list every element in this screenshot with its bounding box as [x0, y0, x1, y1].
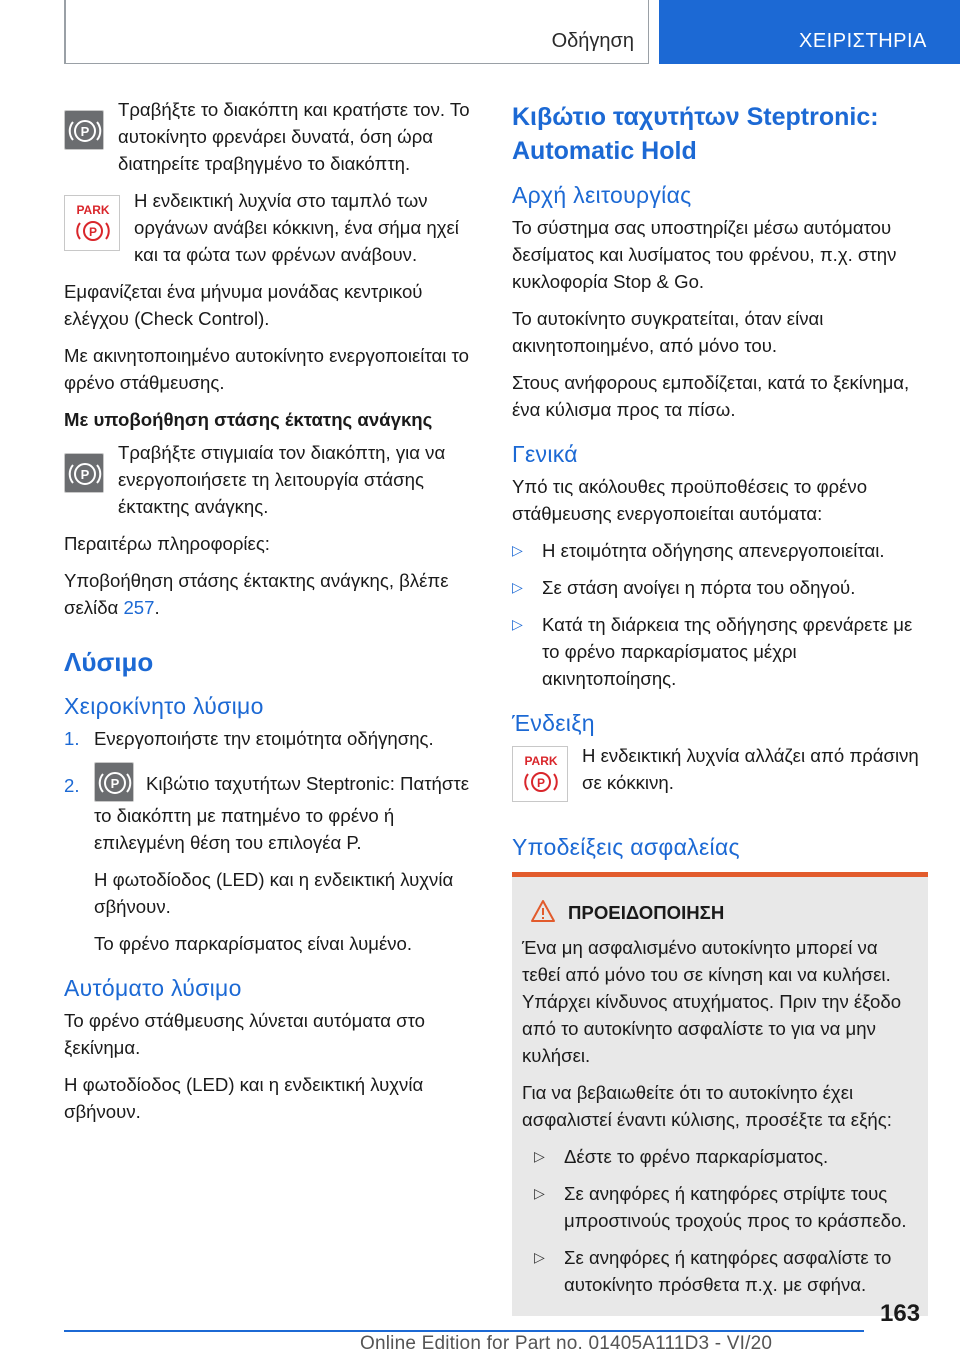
warning-triangle-icon [530, 899, 556, 923]
left-column [64, 96, 484, 1135]
indicator-paragraph [512, 742, 928, 822]
left-text-9: Η φωτοδίοδος (LED) και η ενδεικτική λυχνία σβήνουν. [64, 1074, 424, 1122]
left-text-3: Εμφανίζεται ένα μήνυμα μονάδας κεντρικού ελέγχου (Check Control). [64, 281, 423, 329]
footer-edition: Online Edition for Part no. 01405A111D3 - VI/20 [360, 1333, 773, 1354]
pull-switch-paragraph [64, 96, 484, 177]
list-item: ▷ Σε στάση ανοίγει η πόρτα του οδηγού. [512, 577, 856, 598]
list-item: 1. Ενεργοποιήστε την ετοιμότητα οδήγησης. [64, 728, 434, 749]
right-text-3: Στους ανήφορους εμποδίζεται, κατά το ξεκίνημα, ένα κύλισμα προς τα πίσω. [512, 372, 910, 420]
header-chapter-tab [659, 0, 960, 64]
list-item: ▷ Η ετοιμότητα οδήγησης απενεργοποιείται. [512, 540, 885, 561]
list-item: 2. P Κιβώτιο ταχυτήτων Steptronic: Πατήστε το διακόπτη με πατημένο το φρένο ή επιλεγμένη θέση του επιλογέα P. Η φωτοδίοδος (LED) και η ενδεικτική λυχνία σβήνουν. Το φρένο παρκαρίσματος είναι λυμένο. [64, 762, 484, 957]
general-heading: Γενικά [512, 441, 578, 467]
page-link[interactable]: 257 [123, 597, 155, 618]
parking-brake-switch-icon [94, 762, 134, 802]
svg-text:P: P [80, 124, 90, 139]
footer-divider [64, 1330, 864, 1332]
safety-heading: Υποδείξεις ασφαλείας [512, 834, 740, 860]
svg-text:P: P [80, 467, 90, 482]
release-heading: Λύσιμο [64, 647, 154, 677]
right-text-1: Το σύστημα σας υποστηρίζει μέσω αυτόματου δεσίματος και λυσίματος του φρένου, π.χ. στην κυκλοφορία Stop & Go. [512, 217, 897, 292]
park-indicator-icon [512, 746, 568, 802]
parking-brake-switch-icon [64, 110, 104, 150]
right-text-5: Η ενδεικτική λυχνία αλλάζει από πράσινη σε κόκκινη. [582, 745, 919, 793]
left-text-4: Με ακινητοποιημένο αυτοκίνητο ενεργοποιείται το φρένο στάθμευσης. [64, 345, 469, 393]
left-text-2: Η ενδεικτική λυχνία στο ταμπλό των οργάνων ανάβει κόκκινη, ένα σήμα ηχεί και τα φώτα των φρένων ανάβουν. [134, 190, 459, 265]
parking-brake-switch-icon [64, 453, 104, 493]
left-text-7: Υποβοήθηση στάσης έκτακτης ανάγκης, βλέπε σελίδα 257. [64, 570, 449, 618]
svg-text:PARK: PARK [76, 203, 110, 217]
header-chapter-label: ΧΕΙΡΙΣΤΗΡΙΑ [799, 30, 927, 52]
header-section-label: Οδήγηση [551, 30, 634, 52]
left-text-6: Περαιτέρω πληροφορίες: [64, 533, 270, 554]
warning-title: ΠΡΟΕΙΔΟΠΟΙΗΣΗ [522, 899, 918, 926]
step-note-2: Το φρένο παρκαρίσματος είναι λυμένο. [94, 933, 413, 954]
svg-text:P: P [536, 776, 546, 790]
svg-text:PARK: PARK [524, 754, 558, 768]
principle-heading: Αρχή λειτουργίας [512, 182, 692, 208]
step-note-1: Η φωτοδίοδος (LED) και η ενδεικτική λυχνία σβήνουν. [94, 869, 454, 917]
manual-release-heading: Χειροκίνητο λύσιμο [64, 693, 264, 719]
svg-text:P: P [110, 776, 120, 791]
right-text-4: Υπό τις ακόλουθες προϋποθέσεις το φρένο στάθμευσης ενεργοποιείται αυτόματα: [512, 476, 868, 524]
right-column [512, 96, 928, 1316]
warning-list [522, 1143, 918, 1298]
automatic-hold-heading: Κιβώτιο ταχυτήτων Steptronic: Automatic Hold [512, 103, 879, 165]
park-indicator-icon [64, 195, 120, 251]
release-steps [64, 725, 484, 957]
emergency-paragraph [64, 439, 484, 520]
warning-text-2: Για να βεβαιωθείτε ότι το αυτοκίνητο έχει ασφαλιστεί έναντι κύλισης, προσέξτε τα εξής: [522, 1082, 892, 1130]
right-text-2: Το αυτοκίνητο συγκρατείται, όταν είναι ακινητοποιημένο, από μόνο του. [512, 308, 824, 356]
list-item: ▷ Δέστε το φρένο παρκαρίσματος. [534, 1146, 829, 1167]
list-item: ▷ Κατά τη διάρκεια της οδήγησης φρενάρετε με το φρένο παρκαρίσματος μέχρι ακινητοποίησης. [512, 614, 913, 689]
warning-text-1: Ένα μη ασφαλισμένο αυτοκίνητο μπορεί να τεθεί από μόνο του σε κίνηση και να κυλήσει. Υπάρχει κίνδυνος ατυχήματος. Πριν την έξοδο από το αυτοκίνητο ασφαλίστε το για να μην κυλήσει. [522, 937, 902, 1066]
auto-release-heading: Αυτόματο λύσιμο [64, 975, 242, 1001]
indicator-park-paragraph [64, 187, 484, 268]
emergency-heading: Με υποβοήθηση στάσης έκτατης ανάγκης [64, 409, 433, 430]
conditions-list [512, 537, 928, 692]
list-item: ▷ Σε ανηφόρες ή κατηφόρες ασφαλίστε το αυτοκίνητο πρόσθετα π.χ. με σφήνα. [534, 1247, 892, 1295]
list-item: ▷ Σε ανηφόρες ή κατηφόρες στρίψτε τους μπροστινούς τροχούς προς το κράσπεδο. [534, 1183, 907, 1231]
svg-text:P: P [88, 225, 98, 239]
warning-box [512, 872, 928, 1316]
indicator-heading: Ένδειξη [512, 710, 595, 736]
page-number: 163 [880, 1300, 921, 1327]
left-text-5: Τραβήξτε στιγμιαία τον διακόπτη, για να ενεργοποιήσετε τη λειτουργία στάσης έκτακτης ανάγκης. [118, 442, 446, 517]
left-text-8: Το φρένο στάθμευσης λύνεται αυτόματα στο ξεκίνημα. [64, 1010, 426, 1058]
left-text-1: Τραβήξτε το διακόπτη και κρατήστε τον. Το αυτοκίνητο φρενάρει δυνατά, όση ώρα διατηρείτε τραβηγμένο το διακόπτη. [118, 99, 470, 174]
header-section-tab [64, 0, 649, 64]
